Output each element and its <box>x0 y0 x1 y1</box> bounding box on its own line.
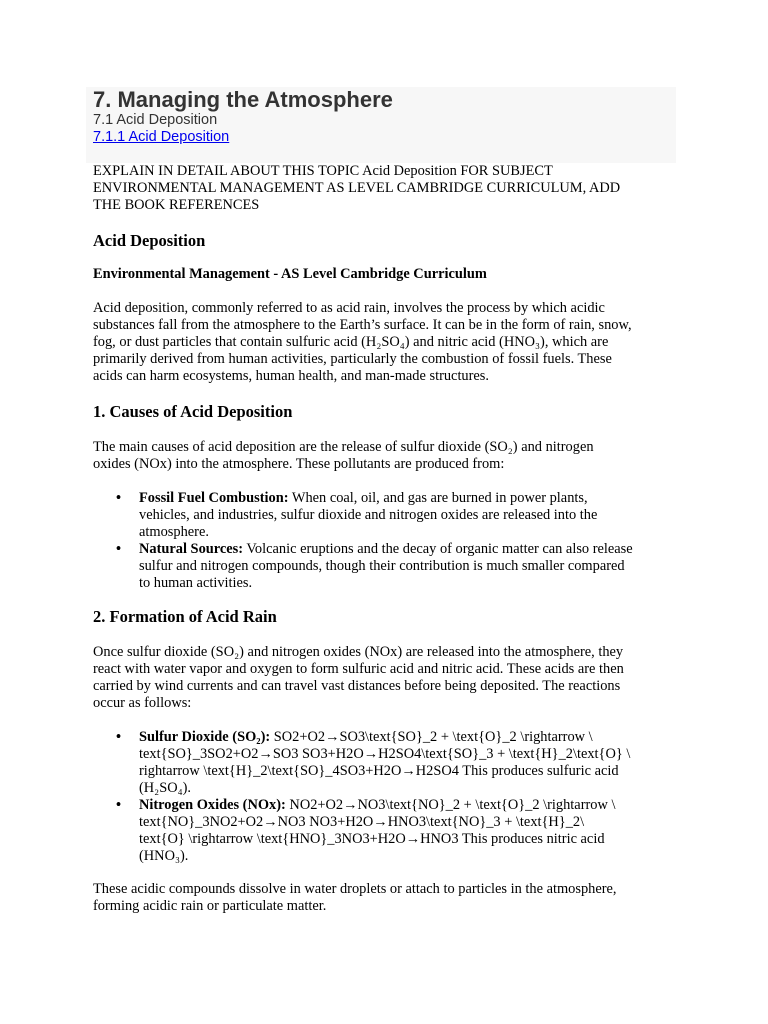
section2-heading: 2. Formation of Acid Rain <box>93 607 277 626</box>
causes-list <box>115 490 685 592</box>
item-text: text{NO}_3NO2+O2→NO3 NO3+H2O→HNO3\text{NO}_3 + \text{H}_2\ <box>139 814 585 830</box>
section-subtitle: 7.1 Acid Deposition <box>93 112 218 128</box>
item-text: sulfur and nitrogen compounds, though their contribution is much smaller compared <box>139 558 625 574</box>
paragraph-line: These acidic compounds dissolve in water droplets or attach to particles in the atmosphere, <box>93 881 617 897</box>
list-item <box>115 490 685 541</box>
item-text: rightarrow \text{H}_2\text{SO}_4SO3+H2O→H2SO4 This produces sulfuric acid <box>139 763 619 779</box>
intro-paragraph <box>93 300 683 385</box>
paragraph-line: carried by wind currents and can travel vast distances before being deposited. The reactions <box>93 678 621 694</box>
item-label: Sulfur Dioxide (SO₂): <box>139 729 271 745</box>
paragraph-line: acids can harm ecosystems, human health, and man-made structures. <box>93 368 490 384</box>
section2-intro <box>93 644 683 712</box>
paragraph-line: react with water vapor and oxygen to form sulfuric acid and nitric acid. These acids are then <box>93 661 624 677</box>
item-text: When coal, oil, and gas are burned in power plants, <box>288 490 588 506</box>
reactions-list <box>115 729 685 865</box>
item-text: atmosphere. <box>139 524 209 540</box>
list-item <box>115 541 685 592</box>
bullet-icon: • <box>116 541 122 557</box>
paragraph-line: Acid deposition, commonly referred to as acid rain, involves the process by which acidic <box>93 300 605 316</box>
item-text: to human activities. <box>139 575 253 591</box>
item-label: Fossil Fuel Combustion: <box>139 490 289 506</box>
paragraph-line: fog, or dust particles that contain sulfuric acid (H₂SO₄) and nitric acid (HNO₃), which are <box>93 334 609 350</box>
paragraph-line: primarily derived from human activities, particularly the combustion of fossil fuels. These <box>93 351 612 367</box>
bullet-icon: • <box>116 797 122 813</box>
section1-intro <box>93 439 683 473</box>
item-text: (H₂SO₄). <box>139 780 192 796</box>
chapter-title: 7. Managing the Atmosphere <box>93 87 393 112</box>
prompt-line: THE BOOK REFERENCES <box>93 197 260 213</box>
item-label: Natural Sources: <box>139 541 244 557</box>
list-item <box>115 729 685 797</box>
section2-closing <box>93 881 683 915</box>
item-text: SO2+O2→SO3\text{SO}_2 + \text{O}_2 \rightarrow \ <box>270 729 593 745</box>
item-text: text{O} \rightarrow \text{HNO}_3NO3+H2O→HNO3 This produces nitric acid <box>139 831 605 847</box>
bullet-icon: • <box>116 490 122 506</box>
item-text: Volcanic eruptions and the decay of organic matter can also release <box>243 541 633 557</box>
item-label: Nitrogen Oxides (NOx): <box>139 797 286 813</box>
item-text: (HNO₃). <box>139 848 189 864</box>
paragraph-line: substances fall from the atmosphere to the Earth’s surface. It can be in the form of rain, snow, <box>93 317 632 333</box>
paragraph-line: occur as follows: <box>93 695 192 711</box>
paragraph-line: The main causes of acid deposition are the release of sulfur dioxide (SO₂) and nitrogen <box>93 439 594 455</box>
subsection-link[interactable]: 7.1.1 Acid Deposition <box>93 129 230 145</box>
prompt-line: ENVIRONMENTAL MANAGEMENT AS LEVEL CAMBRIDGE CURRICULUM, ADD <box>93 180 621 196</box>
paragraph-line: Once sulfur dioxide (SO₂) and nitrogen oxides (NOx) are released into the atmosphere, they <box>93 644 624 660</box>
list-item <box>115 797 685 865</box>
prompt-line: EXPLAIN IN DETAIL ABOUT THIS TOPIC Acid Deposition FOR SUBJECT <box>93 163 553 179</box>
section1-heading: 1. Causes of Acid Deposition <box>93 402 293 421</box>
item-text: NO2+O2→NO3\text{NO}_2 + \text{O}_2 \rightarrow \ <box>285 797 616 813</box>
paragraph-line: forming acidic rain or particulate matter. <box>93 898 327 914</box>
item-text: text{SO}_3SO2+O2→SO3 SO3+H2O→H2SO4\text{SO}_3 + \text{H}_2\text{O} \ <box>139 746 631 762</box>
paragraph-line: oxides (NOx) into the atmosphere. These pollutants are produced from: <box>93 456 505 472</box>
article-subheading: Environmental Management - AS Level Cambridge Curriculum <box>93 266 487 282</box>
item-text: vehicles, and industries, sulfur dioxide and nitrogen oxides are released into the <box>139 507 598 523</box>
prompt-text <box>93 163 683 214</box>
bullet-icon: • <box>116 729 122 745</box>
article-heading: Acid Deposition <box>93 231 206 250</box>
